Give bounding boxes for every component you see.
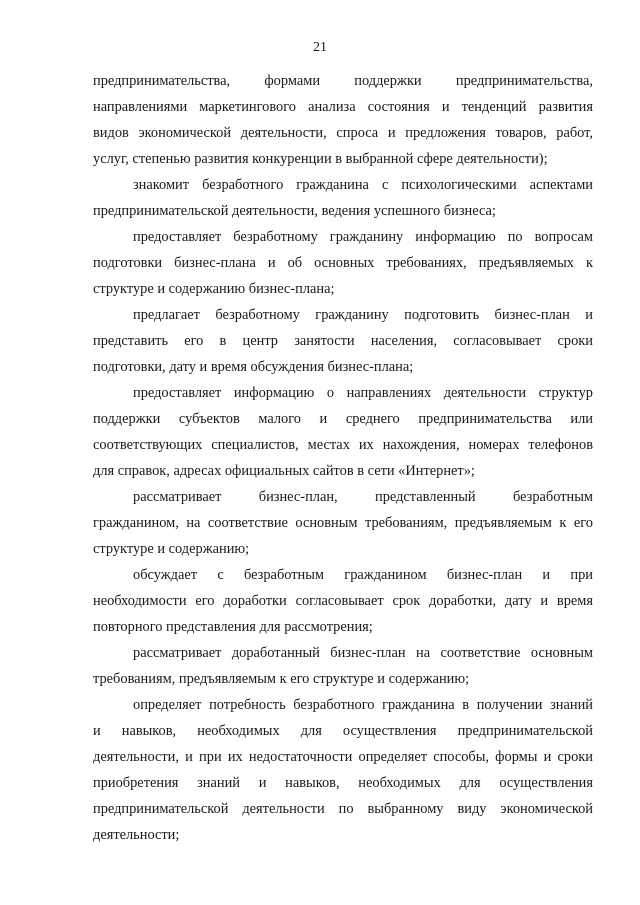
- paragraph-line: требованиям, предъявляемым к его структуре и содержанию;: [93, 671, 470, 687]
- paragraph-line: представить его в центр занятости населения, согласовывает сроки: [93, 333, 593, 349]
- paragraph-line: подготовки бизнес-плана и об основных требованиях, предъявляемых к: [93, 255, 593, 271]
- paragraph-line: предпринимательства, формами поддержки предпринимательства,: [93, 73, 593, 89]
- paragraph: [93, 224, 593, 302]
- paragraph-line: рассматривает доработанный бизнес-план на соответствие основным: [133, 645, 593, 661]
- paragraph: [93, 484, 593, 562]
- paragraph-line: определяет потребность безработного гражданина в получении знаний: [133, 697, 593, 713]
- paragraph-line: направлениями маркетингового анализа состояния и тенденций развития: [93, 99, 593, 115]
- paragraph-line: поддержки субъектов малого и среднего предпринимательства или: [93, 411, 593, 427]
- paragraph: [93, 562, 593, 640]
- document-body: [93, 68, 593, 848]
- paragraph: [93, 640, 593, 692]
- paragraph-line: предоставляет информацию о направлениях деятельности структур: [133, 385, 593, 401]
- paragraph-line: соответствующих специалистов, местах их нахождения, номерах телефонов: [93, 437, 593, 453]
- paragraph-line: предпринимательской деятельности по выбранному виду экономической: [93, 801, 593, 817]
- paragraph-line: деятельности;: [93, 827, 180, 843]
- paragraph-line: предлагает безработному гражданину подготовить бизнес-план и: [133, 307, 593, 323]
- page-number: 21: [313, 40, 327, 55]
- paragraph-line: повторного представления для рассмотрения;: [93, 619, 373, 635]
- paragraph-line: услуг, степенью развития конкуренции в выбранной сфере деятельности);: [93, 151, 548, 167]
- paragraph-line: необходимости его доработки согласовывает срок доработки, дату и время: [93, 593, 593, 609]
- paragraph-line: деятельности, и при их недостаточности определяет способы, формы и сроки: [93, 749, 593, 765]
- paragraph-line: гражданином, на соответствие основным требованиям, предъявляемым к его: [93, 515, 593, 531]
- paragraph-line: приобретения знаний и навыков, необходимых для осуществления: [93, 775, 593, 791]
- paragraph: [93, 692, 593, 848]
- paragraph: [93, 380, 593, 484]
- paragraph-line: подготовки, дату и время обсуждения бизнес-плана;: [93, 359, 414, 375]
- paragraph-line: знакомит безработного гражданина с психологическими аспектами: [133, 177, 593, 193]
- paragraph: [93, 172, 593, 224]
- paragraph-line: обсуждает с безработным гражданином бизнес-план и при: [133, 567, 593, 583]
- paragraph-line: предоставляет безработному гражданину информацию по вопросам: [133, 229, 593, 245]
- paragraph-line: предпринимательской деятельности, ведения успешного бизнеса;: [93, 203, 496, 219]
- paragraph-line: и навыков, необходимых для осуществления предпринимательской: [93, 723, 593, 739]
- paragraph: [93, 302, 593, 380]
- paragraph-line: рассматривает бизнес-план, представленный безработным: [133, 489, 593, 505]
- paragraph-line: видов экономической деятельности, спроса и предложения товаров, работ,: [93, 125, 593, 141]
- paragraph: [93, 68, 593, 172]
- paragraph-line: для справок, адресах официальных сайтов в сети «Интернет»;: [93, 463, 475, 479]
- paragraph-line: структуре и содержанию бизнес-плана;: [93, 281, 335, 297]
- paragraph-line: структуре и содержанию;: [93, 541, 250, 557]
